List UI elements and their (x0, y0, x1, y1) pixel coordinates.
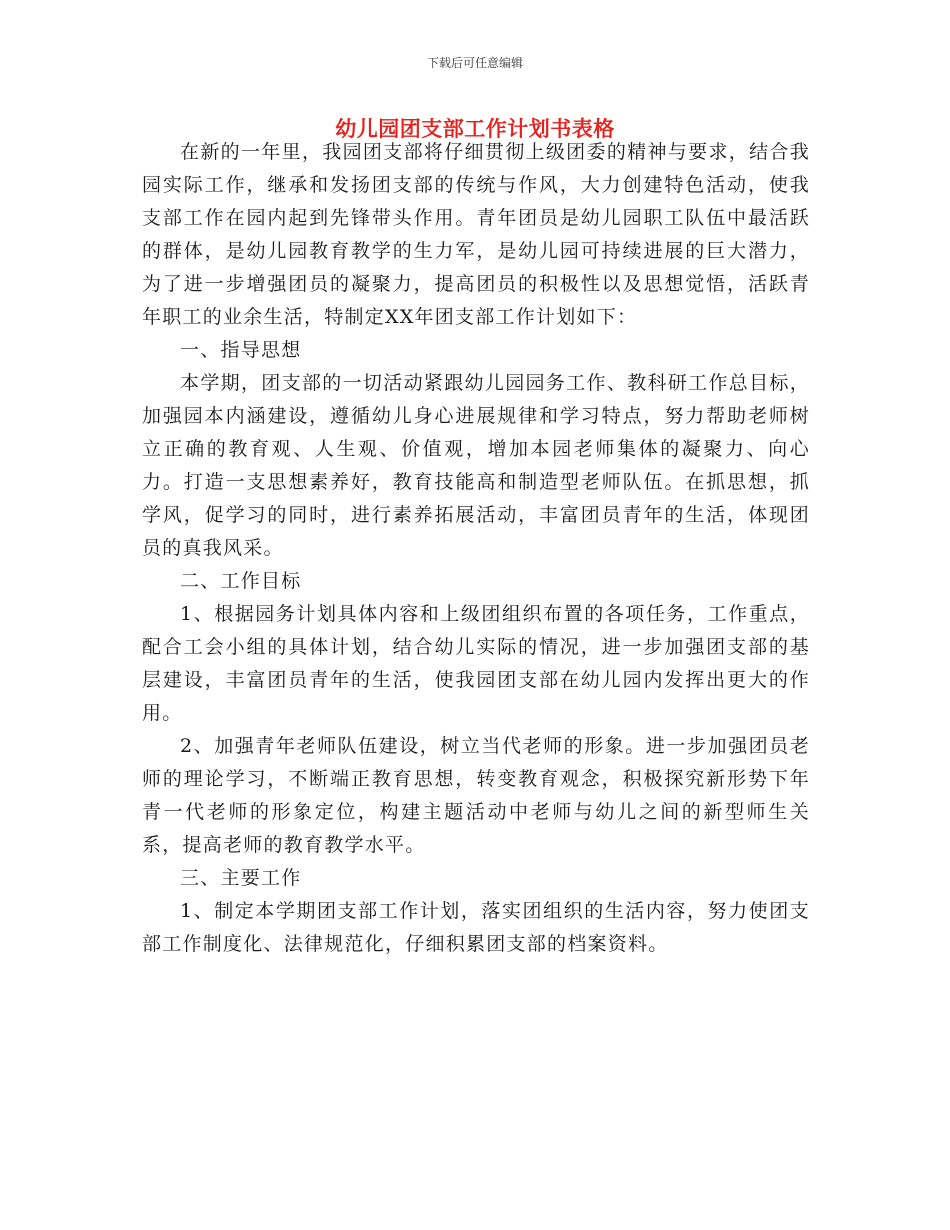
document-title: 幼儿园团支部工作计划书表格 (335, 117, 615, 141)
section-heading-work-goals: 二、工作目标 (180, 570, 302, 592)
page-header-note: 下载后可任意编辑 (426, 56, 523, 70)
paragraph-intro: 在新的一年里，我园团支部将仔细贯彻上级团委的精神与要求，结合我园实际工作，继承和发扬团支部的传统与作风，大力创建特色活动，使我支部工作在园内起到先锋带头作用。青年团员是幼儿园职工队伍中最活跃的群体，是幼儿园教育教学的生力军，是幼儿园可持续进展的巨大潜力，为了进一步增强团员的凝聚力，提高团员的积极性以及思想觉悟，活跃青年职工的业余生活，特制定XX年团支部工作计划如下： (142, 141, 810, 328)
paragraph-goal-1: 1、根据园务计划具体内容和上级团组织布置的各项任务，工作重点，配合工会小组的具体计划，结合幼儿实际的情况，进一步加强团支部的基层建设，丰富团员青年的生活，使我园团支部在幼儿园内发挥出更大的作用。 (142, 603, 810, 724)
paragraph-main-work-1: 1、制定本学期团支部工作计划，落实团组织的生活内容，努力使团支部工作制度化、法律规范化，仔细积累团支部的档案资料。 (142, 900, 810, 955)
section-heading-main-work: 三、主要工作 (180, 867, 302, 889)
section-heading-guiding-thought: 一、指导思想 (180, 339, 302, 361)
document-body (142, 136, 810, 961)
paragraph-goal-2: 2、加强青年老师队伍建设，树立当代老师的形象。进一步加强团员老师的理论学习，不断端正教育思想，转变教育观念，积极探究新形势下年青一代老师的形象定位，构建主题活动中老师与幼儿之间的新型师生关系，提高老师的教育教学水平。 (142, 735, 810, 856)
paragraph-guiding-thought: 本学期，团支部的一切活动紧跟幼儿园园务工作、教科研工作总目标，加强园本内涵建设，遵循幼儿身心进展规律和学习特点，努力帮助老师树立正确的教育观、人生观、价值观，增加本园老师集体的凝聚力、向心力。打造一支思想素养好，教育技能高和制造型老师队伍。在抓思想，抓学风，促学习的同时，进行素养拓展活动，丰富团员青年的生活，体现团员的真我风采。 (142, 372, 810, 559)
